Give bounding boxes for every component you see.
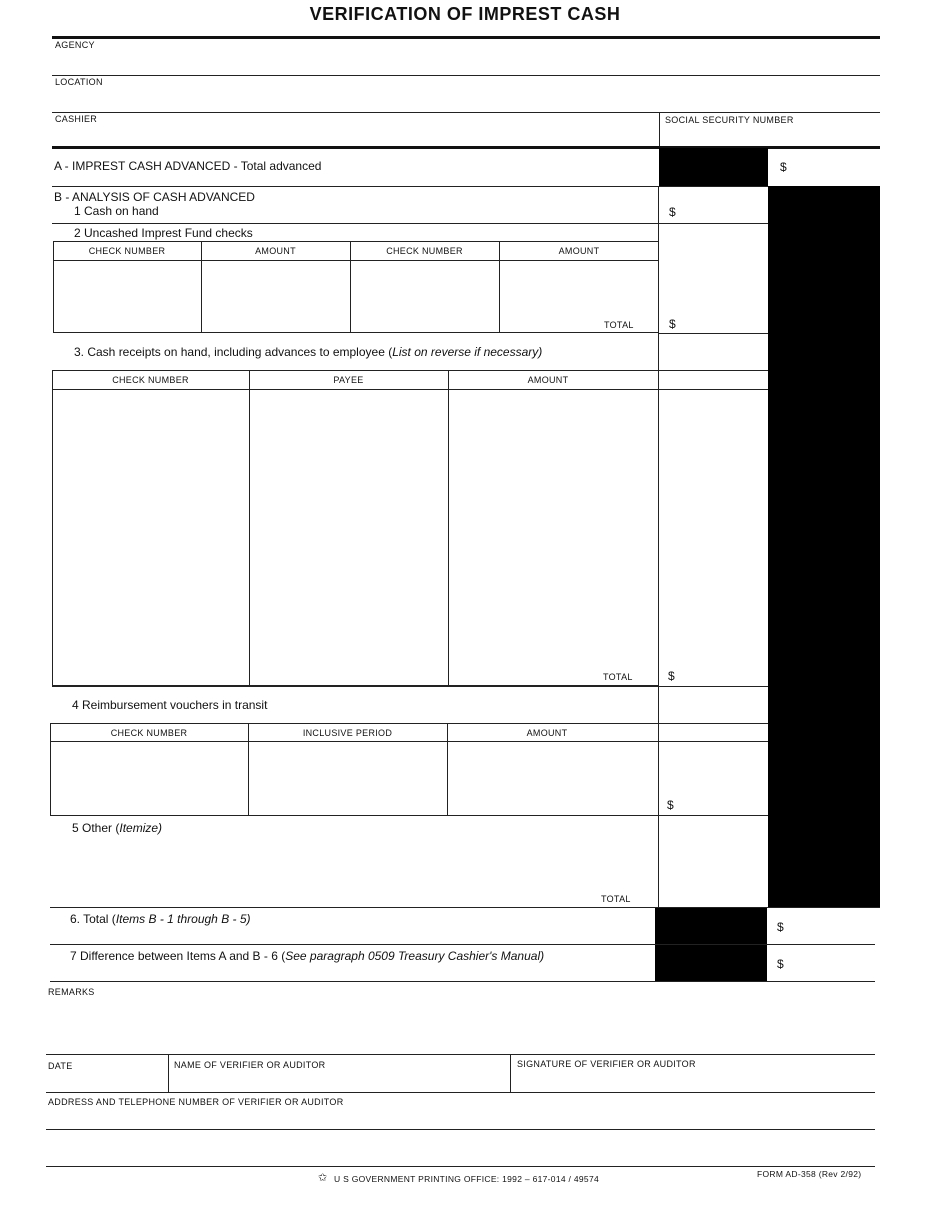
section-a-amount-field[interactable] xyxy=(790,150,878,184)
gpo-imprint: U S GOVERNMENT PRINTING OFFICE: 1992 – 617-014 / 49574 xyxy=(334,1174,599,1184)
item2-cell-amount-1[interactable] xyxy=(202,261,349,331)
ssn-label: SOCIAL SECURITY NUMBER xyxy=(665,115,794,125)
cashier-field[interactable] xyxy=(52,113,658,147)
item4-cell-amount[interactable] xyxy=(448,742,657,814)
item3-cell-payee[interactable] xyxy=(250,390,447,684)
item1-line xyxy=(52,223,768,224)
item5-itemize-field[interactable] xyxy=(90,838,650,888)
verifier-signature-label: SIGNATURE OF VERIFIER OR AUDITOR xyxy=(517,1059,696,1069)
item6-dollar: $ xyxy=(777,920,784,934)
item3-header-check-number: CHECK NUMBER xyxy=(112,375,189,385)
location-label: LOCATION xyxy=(55,77,103,87)
item1-label: 1 Cash on hand xyxy=(74,204,159,218)
item7-label: 7 Difference between Items A and B - 6 (See paragraph 0509 Treasury Cashier's Manual) xyxy=(70,949,545,963)
item2-cell-check-number-2[interactable] xyxy=(351,261,498,331)
item4-cell-inclusive-period[interactable] xyxy=(249,742,446,814)
section-a-dollar: $ xyxy=(780,160,787,174)
item5-amount-field[interactable] xyxy=(660,818,766,906)
item3-dollar: $ xyxy=(668,669,675,683)
item6-label: 6. Total (Items B - 1 through B - 5) xyxy=(70,912,251,926)
item2-cell-amount-2[interactable] xyxy=(500,261,658,317)
item3-bottom-line xyxy=(52,686,768,687)
address-line-1 xyxy=(46,1129,875,1130)
item3-total-label: TOTAL xyxy=(603,672,633,682)
item4-header-amount: AMOUNT xyxy=(526,728,568,738)
item5-label: 5 Other (Itemize) xyxy=(72,821,163,835)
item2-header-amount-2: AMOUNT xyxy=(558,246,600,256)
section-b-label: B - ANALYSIS OF CASH ADVANCED xyxy=(54,190,255,204)
name-divider xyxy=(510,1054,511,1092)
address-label: ADDRESS AND TELEPHONE NUMBER OF VERIFIER OR AUDITOR xyxy=(48,1097,344,1107)
item3-cell-check-number[interactable] xyxy=(53,390,248,684)
item4-amount-field[interactable] xyxy=(680,780,766,814)
item4-header-check-number: CHECK NUMBER xyxy=(110,728,188,738)
item2-dollar: $ xyxy=(669,317,676,331)
section-a-black-block xyxy=(659,148,768,186)
item4-cell-check-number[interactable] xyxy=(51,742,247,814)
item3-top-line xyxy=(52,370,768,371)
item2-label: 2 Uncashed Imprest Fund checks xyxy=(74,226,253,240)
item3-cell-amount[interactable] xyxy=(449,390,657,668)
item4-header-inclusive-period: INCLUSIVE PERIOD xyxy=(302,728,393,738)
item3-header-amount: AMOUNT xyxy=(527,375,569,385)
item3-header-payee: PAYEE xyxy=(333,375,364,385)
item7-bottom-line xyxy=(50,981,875,982)
date-field[interactable] xyxy=(47,1072,167,1091)
item7-amount-field[interactable] xyxy=(790,947,878,979)
agency-field[interactable] xyxy=(52,36,880,74)
item2-cell-check-number-1[interactable] xyxy=(54,261,200,331)
item4-amount-line xyxy=(657,815,768,816)
item4-label: 4 Reimbursement vouchers in transit xyxy=(72,698,268,712)
item4-dollar: $ xyxy=(667,798,674,812)
form-title: VERIFICATION OF IMPREST CASH xyxy=(309,4,621,24)
signature-bottom-line xyxy=(46,1092,875,1093)
item7-dollar: $ xyxy=(777,957,784,971)
verifier-signature-field[interactable] xyxy=(512,1072,874,1091)
form-number: FORM AD-358 (Rev 2/92) xyxy=(757,1169,862,1179)
item2-header-amount-1: AMOUNT xyxy=(255,246,296,256)
address-line-2 xyxy=(46,1166,875,1167)
item6-bottom-line xyxy=(50,944,875,945)
verifier-name-field[interactable] xyxy=(170,1072,508,1091)
item5-total-label: TOTAL xyxy=(601,894,631,904)
date-label: DATE xyxy=(48,1061,73,1071)
ssn-field[interactable] xyxy=(660,113,880,147)
section-a-line xyxy=(52,186,880,187)
gpo-star-icon: ✩ xyxy=(318,1172,328,1184)
agency-label: AGENCY xyxy=(55,40,95,50)
right-black-column xyxy=(768,186,880,908)
remarks-label: REMARKS xyxy=(48,987,95,997)
verifier-name-label: NAME OF VERIFIER OR AUDITOR xyxy=(174,1060,326,1070)
item2-amount-field[interactable] xyxy=(680,300,766,332)
item2-amount-line xyxy=(659,333,768,334)
section-a-label: A - IMPREST CASH ADVANCED - Total advanced xyxy=(54,159,322,173)
item1-dollar: $ xyxy=(669,205,676,219)
item2-header-check-number-1: CHECK NUMBER xyxy=(88,246,166,256)
location-field[interactable] xyxy=(52,76,880,111)
item3-amount-field[interactable] xyxy=(680,650,766,684)
address-field[interactable] xyxy=(47,1108,874,1164)
item1-amount-field[interactable] xyxy=(680,192,766,222)
item2-header-check-number-2: CHECK NUMBER xyxy=(386,246,463,256)
remarks-field[interactable] xyxy=(48,998,874,1052)
remarks-bottom-line xyxy=(46,1054,875,1055)
item6-amount-field[interactable] xyxy=(790,910,878,942)
cashier-label: CASHIER xyxy=(55,114,98,124)
item4-top-line xyxy=(50,723,768,724)
date-divider xyxy=(168,1054,169,1092)
item3-label: 3. Cash receipts on hand, including advances to employee (List on reverse if necessary) xyxy=(74,345,543,359)
item2-total-label: TOTAL xyxy=(604,320,634,330)
